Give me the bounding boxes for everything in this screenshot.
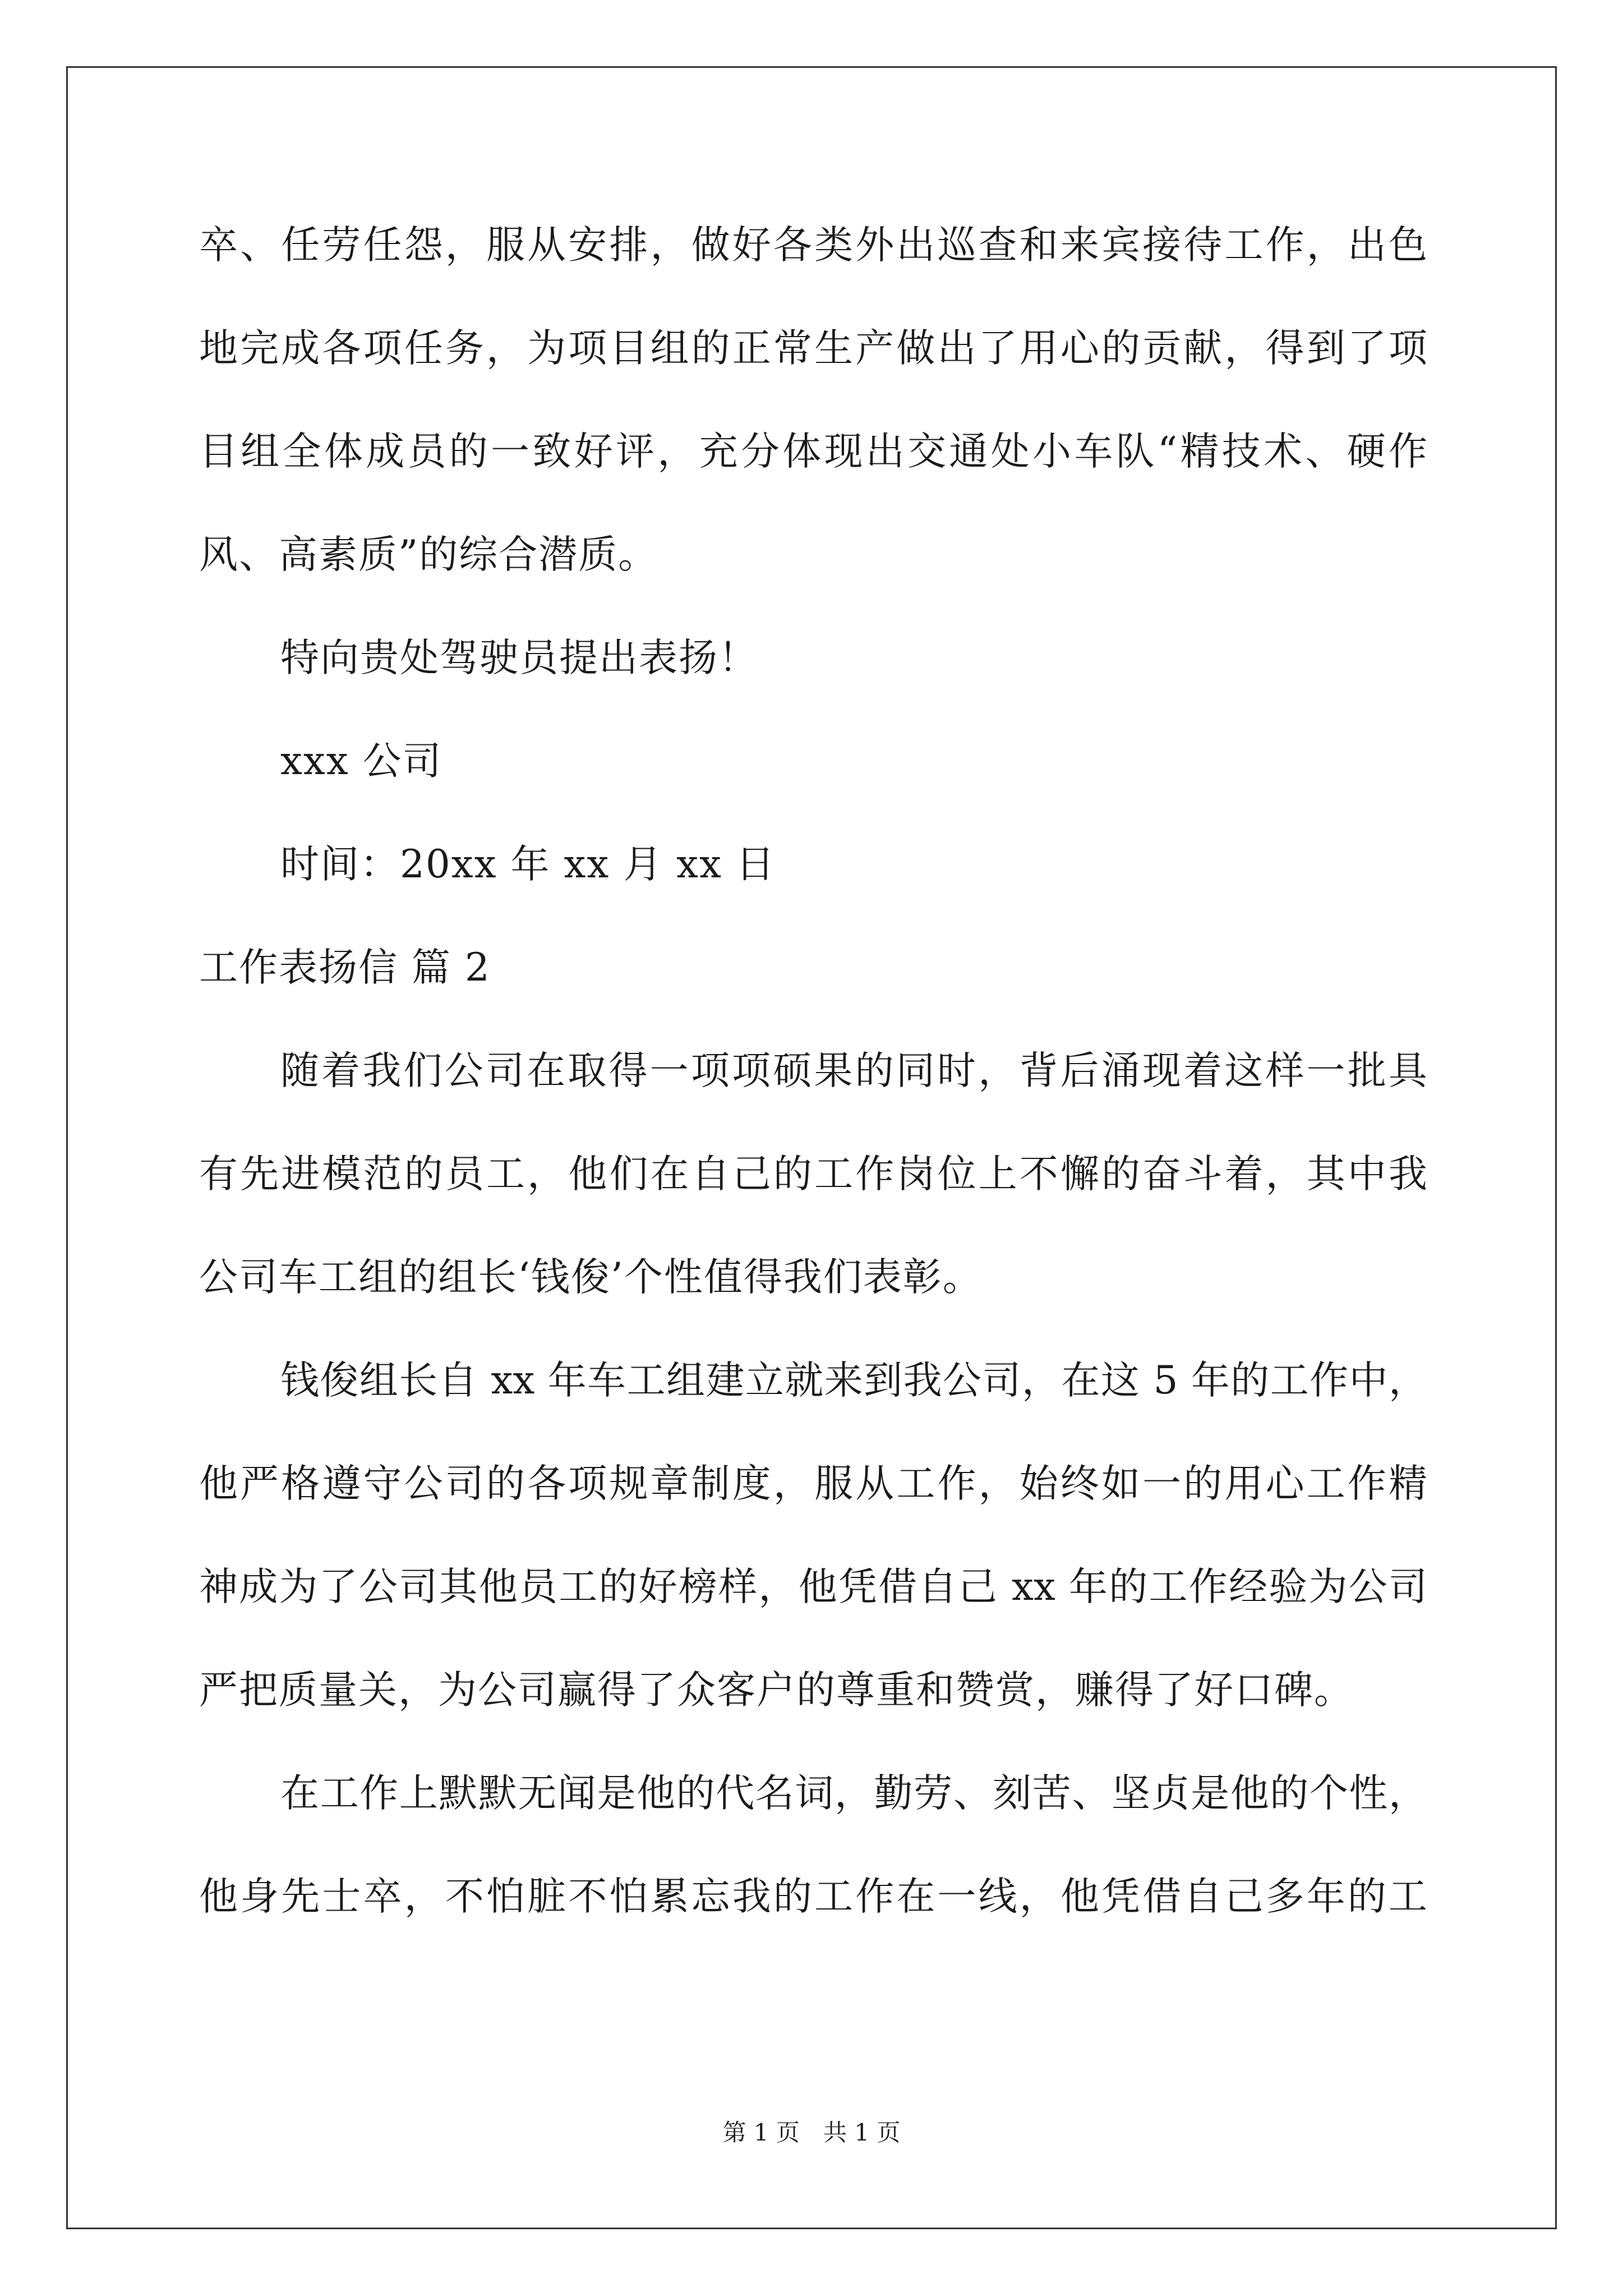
body-line-3: 目组全体成员的一致好评，充分体现出交通处小车队“精技术、硬作 — [199, 429, 1427, 474]
paragraph-4-line-1: 在工作上默默无闻是他的代名词，勤劳、刻苦、坚贞是他的个性， — [280, 1771, 1427, 1816]
paragraph-2-line-1: 随着我们公司在取得一项项硕果的同时，背后涌现着这样一批具 — [280, 1048, 1427, 1093]
paragraph-4-line-2: 他身先士卒，不怕脏不怕累忘我的工作在一线，他凭借自己多年的工 — [199, 1874, 1427, 1919]
paragraph-3-line-1: 钱俊组长自 xx 年车工组建立就来到我公司，在这 5 年的工作中， — [280, 1358, 1427, 1403]
signature-company: xxx 公司 — [280, 739, 442, 784]
praise-sentence: 特向贵处驾驶员提出表扬！ — [280, 636, 758, 680]
body-line-2: 地完成各项任务，为项目组的正常生产做出了用心的贡献，得到了项 — [199, 326, 1427, 371]
paragraph-3-line-2: 他严格遵守公司的各项规章制度，服从工作，始终如一的用心工作精 — [199, 1461, 1427, 1506]
paragraph-3-line-4: 严把质量关，为公司赢得了众客户的尊重和赞赏，赚得了好口碑。 — [199, 1668, 1354, 1713]
paragraph-2-line-3: 公司车工组的组长‘钱俊’个性值得我们表彰。 — [199, 1255, 983, 1300]
body-line-4: 风、高素质”的综合潜质。 — [199, 532, 658, 577]
signature-date: 时间：20xx 年 xx 月 xx 日 — [280, 842, 776, 887]
section-heading: 工作表扬信 篇 2 — [199, 945, 491, 990]
page-number-footer: 第 1 页 共 1 页 — [722, 2119, 901, 2146]
paragraph-3-line-3: 神成为了公司其他员工的好榜样，他凭借自己 xx 年的工作经验为公司 — [199, 1565, 1427, 1609]
body-line-1: 卒、任劳任怨，服从安排，做好各类外出巡查和来宾接待工作，出色 — [199, 223, 1427, 268]
paragraph-2-line-2: 有先进模范的员工，他们在自己的工作岗位上不懈的奋斗着，其中我 — [199, 1152, 1427, 1197]
